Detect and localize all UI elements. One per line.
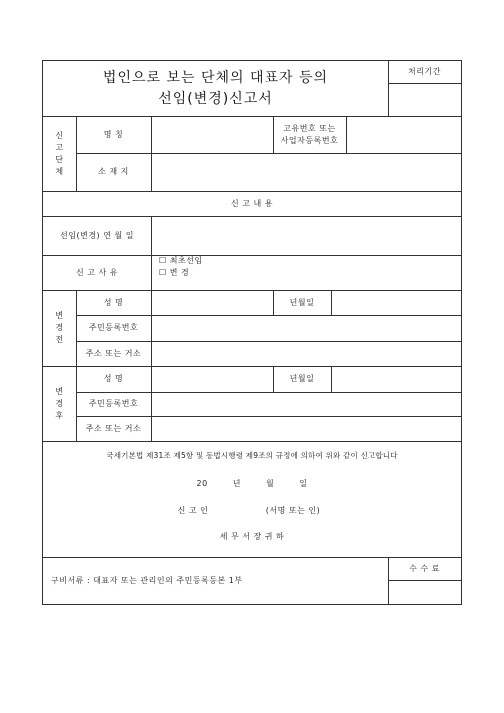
group-name-label: 명 칭	[103, 129, 124, 139]
report-contents-header: 신 고 내 용	[230, 198, 274, 208]
before-side-char: 변	[55, 311, 64, 320]
group-side-label	[43, 116, 76, 191]
report-reason-options	[159, 255, 359, 290]
before-address-field[interactable]	[151, 341, 461, 366]
registration-number-field[interactable]	[346, 116, 461, 153]
report-form	[42, 60, 462, 605]
attachments-note: 구비서류 : 대표자 또는 관리인의 주민등록등본 1부	[51, 576, 243, 586]
form-title	[43, 61, 388, 116]
registration-number-label-line-2: 사업자등록번호	[280, 135, 339, 145]
after-side-char: 변	[55, 386, 64, 396]
appointment-date-field[interactable]	[151, 216, 461, 255]
before-rrn-field[interactable]	[151, 315, 461, 341]
form-title-line-1: 법인으로 보는 단체의 대표자 등의	[102, 69, 329, 86]
before-birth-label: 년월일	[289, 297, 315, 307]
after-change-side-label	[43, 366, 76, 441]
declaration-date: 20 년 월 일	[196, 479, 308, 489]
form-title-line-2: 선임(변경)신고서	[158, 90, 273, 107]
after-rrn-label: 주민등록번호	[88, 399, 139, 409]
group-side-char: 신	[55, 130, 64, 140]
before-birth-field[interactable]	[331, 290, 461, 315]
before-side-char: 경	[55, 323, 64, 332]
before-name-field[interactable]	[151, 290, 273, 315]
recipient-line: 세 무 서 장 귀 하	[219, 532, 285, 542]
after-birth-field[interactable]	[331, 366, 461, 392]
after-side-char: 경	[55, 398, 64, 408]
before-side-char: 전	[55, 335, 64, 344]
after-rrn-field[interactable]	[151, 392, 461, 416]
group-name-field[interactable]	[151, 116, 273, 153]
signature-field[interactable]: (서명 또는 인)	[265, 506, 321, 516]
change-checkbox[interactable]: ☐ 변 경	[159, 268, 190, 277]
report-reason-label: 신 고 사 유	[75, 267, 119, 277]
group-side-char: 고	[55, 142, 64, 152]
after-name-label: 성 명	[103, 374, 124, 384]
group-side-char: 단	[55, 154, 64, 164]
group-side-char: 체	[55, 166, 64, 176]
fee-label: 수 수 료	[409, 563, 440, 573]
reporter-label: 신 고 인	[177, 506, 209, 516]
declaration-statement: 국세기본법 제31조 제5항 및 동법시행령 제9조의 규정에 의하여 위와 같이 신고합니다	[106, 450, 398, 460]
before-name-label: 성 명	[103, 297, 124, 307]
registration-number-label	[273, 116, 346, 153]
before-change-side-label	[43, 290, 76, 366]
group-location-field[interactable]	[151, 153, 461, 191]
processing-period-field[interactable]	[388, 83, 461, 116]
appointment-date-label: 선임(변경) 연 월 일	[60, 230, 134, 240]
before-address-label: 주소 또는 거소	[85, 348, 142, 358]
after-address-label: 주소 또는 거소	[85, 423, 142, 433]
after-name-field[interactable]	[151, 366, 273, 392]
fee-field[interactable]	[388, 580, 461, 604]
before-rrn-label: 주민등록번호	[88, 323, 139, 333]
group-location-label: 소 재 지	[98, 167, 129, 177]
first-appointment-checkbox[interactable]: ☐ 최초선임	[159, 256, 203, 265]
registration-number-label-line-1: 고유번호 또는	[283, 123, 336, 133]
after-birth-label: 년월일	[289, 374, 315, 384]
after-side-char: 후	[55, 410, 64, 420]
processing-period-label: 처리기간	[408, 67, 441, 77]
after-address-field[interactable]	[151, 416, 461, 441]
